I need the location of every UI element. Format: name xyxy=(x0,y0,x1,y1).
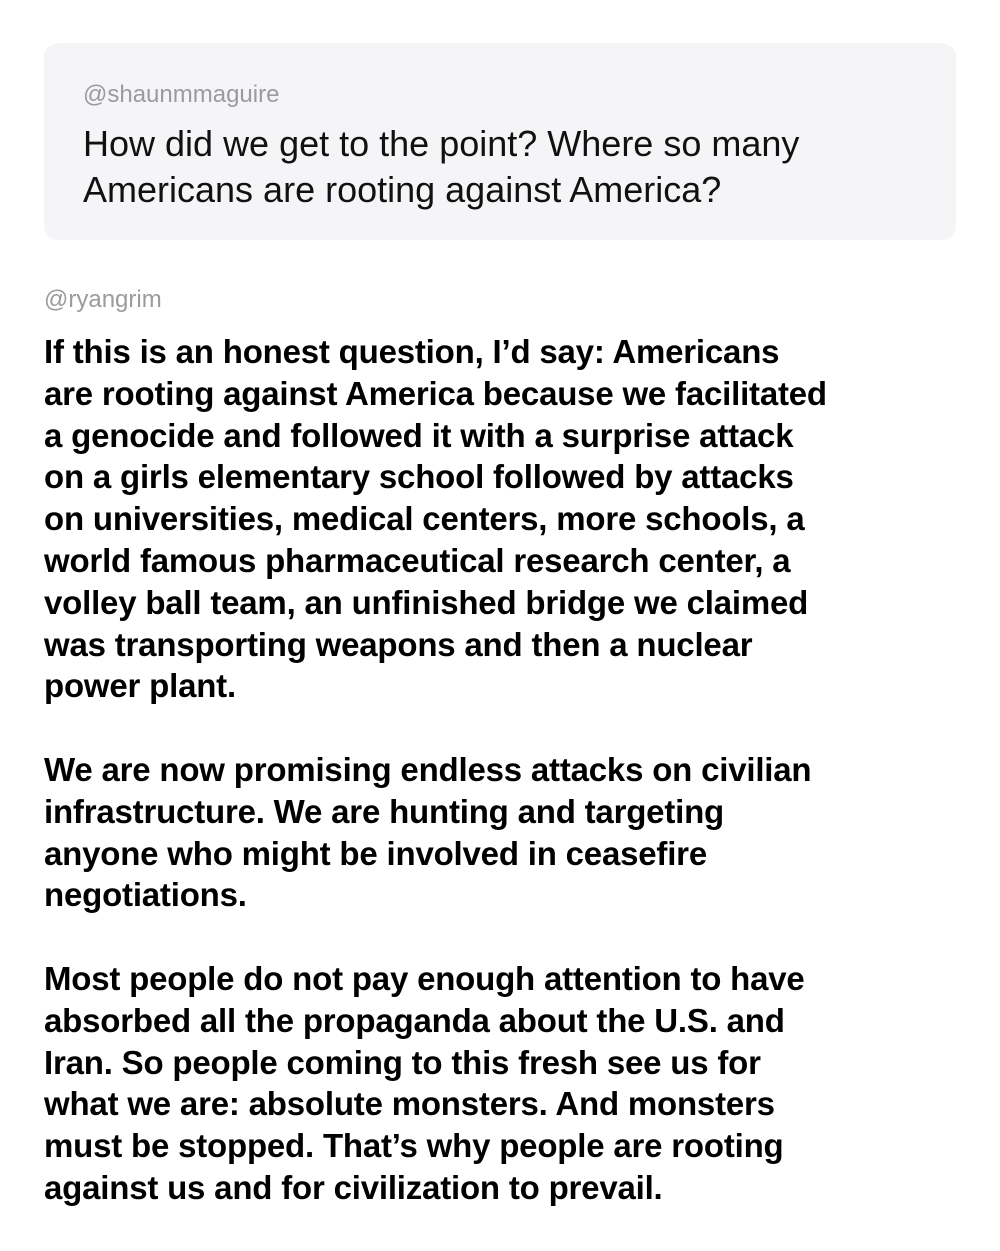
reply-line: what we are: absolute monsters. And monsters xyxy=(44,1085,775,1123)
reply-line: volley ball team, an unfinished bridge we claimed xyxy=(44,583,809,621)
reply-line: anyone who might be involved in ceasefire xyxy=(44,834,707,872)
quoted-text-line: How did we get to the point? Where so many xyxy=(83,123,800,164)
reply-line: a genocide and followed it with a surprise attack xyxy=(44,416,794,454)
quoted-post-handle[interactable]: @shaunmmaguire xyxy=(83,81,280,108)
reply-paragraph-1 xyxy=(44,331,827,707)
reply-handle[interactable]: @ryangrim xyxy=(44,286,162,313)
reply-line: are rooting against America because we facilitated xyxy=(44,374,827,412)
reply-line: If this is an honest question, I’d say: Americans xyxy=(44,333,780,370)
quoted-text-line: Americans are rooting against America? xyxy=(83,169,722,210)
reply-line: absorbed all the propaganda about the U.S. and xyxy=(44,1001,785,1039)
reply-body xyxy=(44,331,827,1251)
reply-paragraph-3 xyxy=(44,958,827,1209)
reply-line: was transporting weapons and then a nuclear xyxy=(44,625,753,663)
quoted-post xyxy=(44,43,956,240)
reply-paragraph-2 xyxy=(44,749,827,916)
reply-line: against us and for civilization to prevail. xyxy=(44,1168,663,1206)
reply-line: We are now promising endless attacks on civilian xyxy=(44,750,812,788)
reply-line: infrastructure. We are hunting and targeting xyxy=(44,792,724,830)
reply-line: must be stopped. That’s why people are rooting xyxy=(44,1127,784,1165)
reply-line: on universities, medical centers, more schools, a xyxy=(44,500,805,538)
reply-line: Iran. So people coming to this fresh see us for xyxy=(44,1043,761,1081)
quoted-post-text xyxy=(83,121,799,213)
reply-line: Most people do not pay enough attention to have xyxy=(44,959,805,997)
reply-line: world famous pharmaceutical research center, a xyxy=(44,541,791,579)
reply-line: negotiations. xyxy=(44,876,247,914)
reply-line: on a girls elementary school followed by attacks xyxy=(44,458,794,496)
reply-line: power plant. xyxy=(44,667,236,705)
